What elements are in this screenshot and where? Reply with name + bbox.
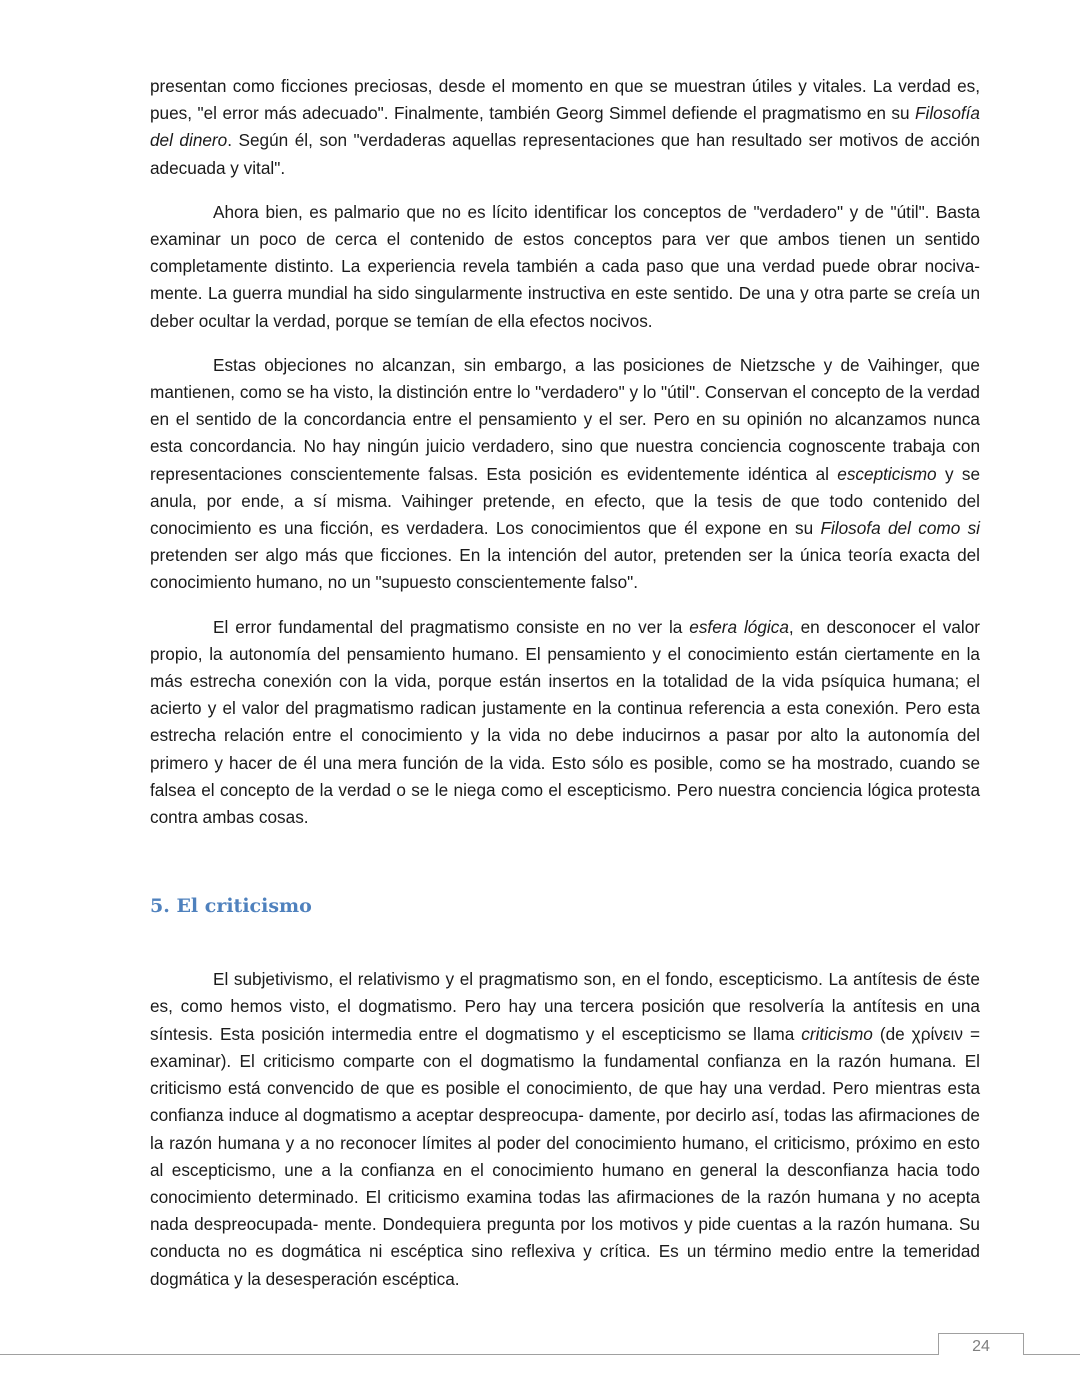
text-run: . Según él, son "verdaderas aquellas representaciones que han resultado ser motivos de acción adecuada y vital". <box>150 130 980 178</box>
document-body <box>150 73 980 1293</box>
page-number: 24 <box>938 1333 1024 1355</box>
italic-text: esfera lógica <box>689 616 789 637</box>
footer-rule-right <box>1023 1354 1080 1355</box>
italic-text: Filosofía del dinero <box>150 103 980 151</box>
text-run: , en desconocer el valor propio, la autonomía del pensamiento humano. El pensamiento y el conocimiento están ciertamente en la más estrecha conexión con la vida, porque están insertos en la totalidad de la vida psíquica humana; el acierto y el valor del pragmatismo radican justamente en la continua referencia a esta conexión. Pero esta estrecha relación entre el conocimiento y la vida no debe inducirnos a pasar por alto la autonomía del primero y hacer de él una mera función de la vida. Esto sólo es posible, como se ha mostrado, cuando se falsea el concepto de la verdad o se le niega como el escepticismo. Pero nuestra conciencia lógica protesta contra ambas cosas. <box>150 616 980 828</box>
italic-text: escepticismo <box>837 463 937 484</box>
footer-rule-left <box>0 1354 938 1355</box>
paragraph <box>150 199 980 335</box>
italic-text: Filosofa del como si <box>820 518 980 539</box>
paragraphs-after-heading <box>150 966 980 1292</box>
text-run: El error fundamental del pragmatismo consiste en no ver la <box>213 616 690 637</box>
text-run: Ahora bien, es palmario que no es lícito identificar los conceptos de "verdadero" y de "útil". Basta examinar un poco de cerca el contenido de estos conceptos para ver que ambos tienen un sentido completamente distinto. La experiencia revela también a cada paso que una verdad puede obrar nociva- mente. La guerra mundial ha sido singularmente instructiva en este sentido. De una y otra parte se creía un deber ocultar la verdad, porque se temían de ella efectos nocivos. <box>150 201 980 331</box>
paragraphs-before-heading <box>150 73 980 831</box>
text-run: presentan como ficciones preciosas, desde el momento en que se muestran útiles y vitales. La verdad es, pues, "el error más adecuado". Finalmente, también Georg Simmel defiende el pragmatismo en su <box>150 76 980 124</box>
text-run: (de χρίνειν = examinar). El criticismo comparte con el dogmatismo la fundamental confianza en la razón humana. El criticismo está convencido de que es posible el conocimiento, de que hay una verdad. Pero mientras esta confianza induce al dogmatismo a aceptar despreocupa- damente, por decirlo así, todas las afirmaciones de la razón humana y a no reconocer límites al poder del conocimiento humano, el criticismo, próximo en esto al escepticismo, une a la confianza en el conocimiento humano en general la desconfianza hacia todo conocimiento determinado. El criticismo examina todas las afirmaciones de la razón humana y no acepta nada despreocupada- mente. Dondequiera pregunta por los motivos y pide cuentas a la razón humana. Su conducta no es dogmática ni escéptica sino reflexiva y crítica. Es un término medio entre la temeridad dogmática y la desesperación escéptica. <box>150 1023 980 1289</box>
paragraph <box>150 73 980 182</box>
section-heading: 5. El criticismo <box>150 895 312 918</box>
paragraph <box>150 614 980 832</box>
text-run: pretenden ser algo más que ficciones. En la intención del autor, pretenden ser la única teoría exacta del conocimiento humano, no un "supuesto conscientemente falso". <box>150 545 980 593</box>
paragraph <box>150 966 980 1292</box>
text-run: y se anula, por ende, a sí misma. Vaihinger pretende, en efecto, que la tesis de que todo contenido del conocimiento es una ficción, es verdadera. Los conocimientos que él expone en su <box>150 463 981 539</box>
italic-text: criticismo <box>801 1023 873 1044</box>
text-run: El subjetivismo, el relativismo y el pragmatismo son, en el fondo, escepticismo. La antítesis de éste es, como hemos visto, el dogmatismo. Pero hay una tercera posición que resolvería la antítesis en una síntesis. Esta posición intermedia entre el dogmatismo y el escepticismo se llama <box>150 969 980 1044</box>
paragraph <box>150 352 980 597</box>
text-run: Estas objeciones no alcanzan, sin embargo, a las posiciones de Nietzsche y de Vaihinger, que mantienen, como se ha visto, la distinción entre lo "verdadero" y lo "útil". Conservan el concepto de la verdad en el sentido de la concordancia entre el pensamiento y el ser. Pero en su opinión no alcanzamos nunca esta concordancia. No hay ningún juicio verdadero, sino que nuestra conciencia cognoscente trabaja con representaciones conscientemente falsas. Esta posición es evidentemente idéntica al <box>150 354 980 484</box>
